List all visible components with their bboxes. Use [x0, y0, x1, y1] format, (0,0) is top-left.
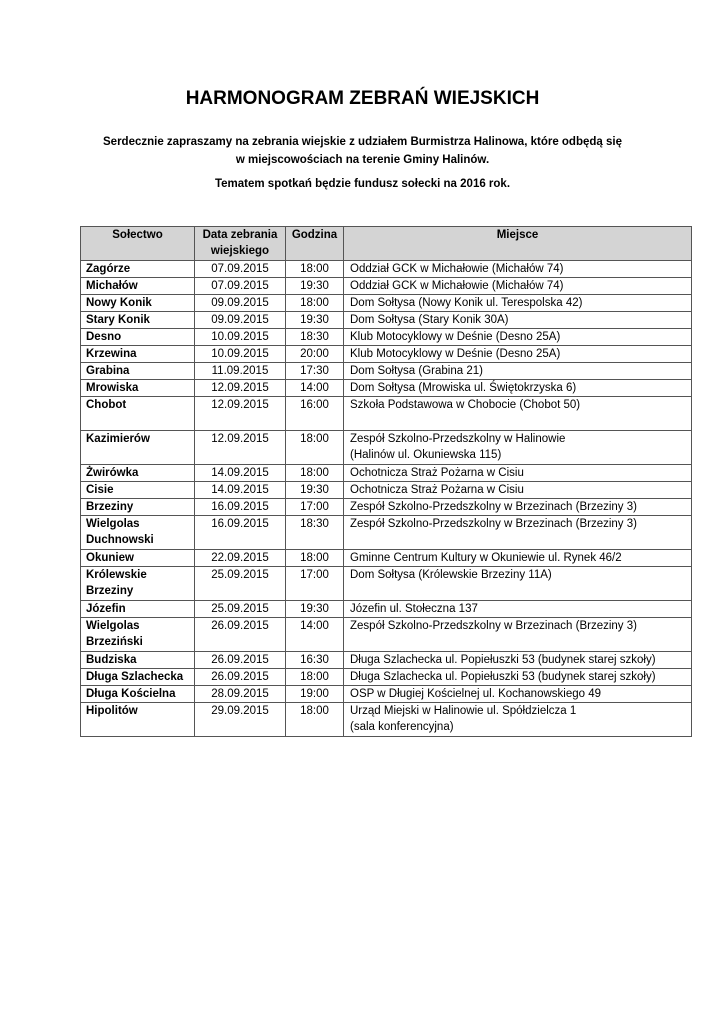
- table-row: [81, 397, 692, 431]
- cell-miejsce: [344, 380, 692, 397]
- cell-solectwo: [81, 397, 195, 431]
- cell-miejsce-line-1: Dom Sołtysa (Królewskie Brzeziny 11A): [350, 569, 552, 581]
- cell-godzina: [286, 346, 344, 363]
- cell-miejsce: [344, 482, 692, 499]
- cell-godzina: [286, 397, 344, 431]
- cell-godzina: [286, 652, 344, 669]
- cell-data: [195, 312, 286, 329]
- cell-solectwo: [81, 380, 195, 397]
- cell-solectwo-line-1: Wielgolas: [86, 620, 140, 632]
- cell-solectwo-line-1: Okuniew: [86, 552, 134, 564]
- cell-godzina-line-1: 18:30: [300, 331, 329, 343]
- cell-solectwo: [81, 482, 195, 499]
- cell-godzina-line-1: 14:00: [300, 382, 329, 394]
- cell-solectwo-line-1: Kazimierów: [86, 433, 150, 445]
- table-body: [81, 261, 692, 737]
- cell-data: [195, 261, 286, 278]
- cell-godzina-line-1: 19:30: [300, 314, 329, 326]
- cell-miejsce: [344, 567, 692, 601]
- page-title: HARMONOGRAM ZEBRAŃ WIEJSKICH: [185, 88, 540, 109]
- cell-godzina: [286, 567, 344, 601]
- cell-data-line-1: 14.09.2015: [211, 467, 269, 479]
- cell-miejsce-line-1: Długa Szlachecka ul. Popiełuszki 53 (budynek starej szkoły): [350, 654, 656, 666]
- cell-miejsce: [344, 550, 692, 567]
- cell-miejsce-line-1: Oddział GCK w Michałowie (Michałów 74): [350, 280, 564, 292]
- cell-solectwo: [81, 601, 195, 618]
- cell-data: [195, 278, 286, 295]
- cell-data: [195, 550, 286, 567]
- cell-miejsce: [344, 601, 692, 618]
- cell-data: [195, 380, 286, 397]
- cell-solectwo-line-2: Brzeziny: [86, 585, 134, 597]
- table-row: [81, 652, 692, 669]
- cell-godzina-line-1: 18:00: [300, 671, 329, 683]
- cell-solectwo: [81, 618, 195, 652]
- cell-godzina: [286, 482, 344, 499]
- cell-data: [195, 295, 286, 312]
- cell-data: [195, 618, 286, 652]
- cell-data-line-1: 07.09.2015: [211, 263, 269, 275]
- intro-line-1: Serdecznie zapraszamy na zebrania wiejskie z udziałem Burmistrza Halinowa, które odbędą się: [103, 136, 622, 148]
- cell-godzina: [286, 261, 344, 278]
- table-row: [81, 261, 692, 278]
- cell-miejsce-line-1: Zespół Szkolno-Przedszkolny w Brzezinach (Brzeziny 3): [350, 518, 637, 530]
- cell-data: [195, 397, 286, 431]
- cell-miejsce-line-1: Zespół Szkolno-Przedszkolny w Brzezinach (Brzeziny 3): [350, 501, 637, 513]
- cell-godzina: [286, 516, 344, 550]
- cell-solectwo-line-2: Brzeziński: [86, 636, 143, 648]
- table-row: [81, 550, 692, 567]
- table-row: [81, 516, 692, 550]
- cell-miejsce-line-1: Dom Sołtysa (Nowy Konik ul. Terespolska 42): [350, 297, 583, 309]
- cell-solectwo: [81, 465, 195, 482]
- cell-miejsce-line-1: Józefin ul. Stołeczna 137: [350, 603, 478, 615]
- cell-data-line-1: 26.09.2015: [211, 671, 269, 683]
- table-row: [81, 601, 692, 618]
- table-row: [81, 465, 692, 482]
- cell-miejsce-line-1: Dom Sołtysa (Mrowiska ul. Świętokrzyska 6): [350, 382, 577, 394]
- cell-solectwo-line-1: Żwirówka: [86, 467, 139, 479]
- cell-miejsce: [344, 312, 692, 329]
- table-row: [81, 567, 692, 601]
- cell-miejsce-line-1: Dom Sołtysa (Stary Konik 30A): [350, 314, 509, 326]
- header-solectwo: Sołectwo: [81, 227, 195, 261]
- cell-solectwo: [81, 363, 195, 380]
- cell-miejsce: [344, 346, 692, 363]
- cell-data-line-1: 16.09.2015: [211, 501, 269, 513]
- cell-solectwo: [81, 261, 195, 278]
- cell-godzina: [286, 312, 344, 329]
- cell-solectwo: [81, 550, 195, 567]
- cell-data-line-1: 16.09.2015: [211, 518, 269, 530]
- cell-data: [195, 669, 286, 686]
- cell-data-line-1: 28.09.2015: [211, 688, 269, 700]
- cell-data: [195, 431, 286, 465]
- cell-solectwo: [81, 278, 195, 295]
- cell-data-line-1: 26.09.2015: [211, 654, 269, 666]
- cell-solectwo-line-1: Cisie: [86, 484, 114, 496]
- cell-miejsce: [344, 652, 692, 669]
- cell-miejsce-line-1: Zespół Szkolno-Przedszkolny w Halinowie: [350, 433, 566, 445]
- table-row: [81, 329, 692, 346]
- header-miejsce: Miejsce: [344, 227, 692, 261]
- table-row: [81, 669, 692, 686]
- cell-miejsce: [344, 618, 692, 652]
- cell-solectwo: [81, 499, 195, 516]
- cell-miejsce: [344, 516, 692, 550]
- cell-godzina-line-1: 19:30: [300, 484, 329, 496]
- cell-data-line-1: 26.09.2015: [211, 620, 269, 632]
- cell-data-line-1: 29.09.2015: [211, 705, 269, 717]
- cell-godzina: [286, 686, 344, 703]
- cell-data-line-1: 10.09.2015: [211, 331, 269, 343]
- cell-godzina-line-1: 18:00: [300, 433, 329, 445]
- cell-solectwo: [81, 516, 195, 550]
- cell-miejsce: [344, 397, 692, 431]
- cell-solectwo-line-1: Stary Konik: [86, 314, 150, 326]
- cell-solectwo-line-1: Michałów: [86, 280, 138, 292]
- cell-godzina: [286, 295, 344, 312]
- table-row: [81, 618, 692, 652]
- cell-solectwo-line-2: Duchnowski: [86, 534, 154, 546]
- cell-solectwo-line-1: Królewskie: [86, 569, 147, 581]
- cell-godzina-line-1: 19:00: [300, 688, 329, 700]
- cell-miejsce-line-1: Gminne Centrum Kultury w Okuniewie ul. Rynek 46/2: [350, 552, 622, 564]
- cell-godzina: [286, 465, 344, 482]
- table-row: [81, 499, 692, 516]
- cell-godzina: [286, 601, 344, 618]
- header-godzina: Godzina: [286, 227, 344, 261]
- cell-solectwo-line-1: Brzeziny: [86, 501, 134, 513]
- cell-godzina: [286, 550, 344, 567]
- cell-data-line-1: 25.09.2015: [211, 569, 269, 581]
- cell-data: [195, 329, 286, 346]
- header-data-line-2: wiejskiego: [210, 245, 270, 257]
- cell-solectwo-line-1: Krzewina: [86, 348, 137, 360]
- cell-data: [195, 703, 286, 737]
- cell-data: [195, 482, 286, 499]
- cell-solectwo: [81, 703, 195, 737]
- cell-miejsce: [344, 669, 692, 686]
- cell-solectwo-line-1: Desno: [86, 331, 122, 343]
- table-row: [81, 312, 692, 329]
- cell-miejsce-line-1: Zespół Szkolno-Przedszkolny w Brzezinach (Brzeziny 3): [350, 620, 637, 632]
- cell-miejsce-line-1: Ochotnicza Straż Pożarna w Cisiu: [350, 467, 524, 479]
- table-row: [81, 278, 692, 295]
- cell-solectwo-line-1: Chobot: [86, 399, 127, 411]
- cell-miejsce-line-2: (Halinów ul. Okuniewska 115): [350, 449, 502, 461]
- cell-miejsce: [344, 431, 692, 465]
- cell-godzina-line-1: 19:30: [300, 603, 329, 615]
- cell-data-line-1: 10.09.2015: [211, 348, 269, 360]
- cell-data-line-1: 09.09.2015: [211, 297, 269, 309]
- table-row: [81, 380, 692, 397]
- cell-solectwo: [81, 567, 195, 601]
- cell-data: [195, 363, 286, 380]
- cell-godzina-line-1: 16:30: [300, 654, 329, 666]
- cell-godzina-line-1: 20:00: [300, 348, 329, 360]
- cell-solectwo-line-1: Zagórze: [86, 263, 131, 275]
- cell-godzina-line-1: 17:00: [300, 569, 329, 581]
- cell-miejsce-line-1: Dom Sołtysa (Grabina 21): [350, 365, 483, 377]
- header-data-line-1: Data zebrania: [202, 229, 278, 241]
- cell-solectwo-line-1: Józefin: [86, 603, 126, 615]
- cell-solectwo: [81, 431, 195, 465]
- cell-miejsce-line-1: OSP w Długiej Kościelnej ul. Kochanowskiego 49: [350, 688, 602, 700]
- cell-data-line-1: 22.09.2015: [211, 552, 269, 564]
- cell-godzina-line-1: 17:00: [300, 501, 329, 513]
- table-row: [81, 482, 692, 499]
- cell-solectwo-line-1: Grabina: [86, 365, 130, 377]
- cell-godzina: [286, 363, 344, 380]
- schedule-table: [80, 226, 692, 737]
- cell-solectwo-line-1: Długa Szlachecka: [86, 671, 184, 683]
- table-row: [81, 686, 692, 703]
- cell-solectwo-line-1: Długa Kościelna: [86, 688, 176, 700]
- cell-miejsce-line-1: Urząd Miejski w Halinowie ul. Spółdzielcza 1: [350, 705, 577, 717]
- cell-miejsce: [344, 261, 692, 278]
- cell-solectwo: [81, 329, 195, 346]
- cell-data: [195, 465, 286, 482]
- cell-godzina-line-1: 17:30: [300, 365, 329, 377]
- cell-godzina-line-1: 18:00: [300, 467, 329, 479]
- cell-miejsce-line-1: Szkoła Podstawowa w Chobocie (Chobot 50): [350, 399, 581, 411]
- intro-text: [0, 133, 725, 169]
- cell-miejsce-line-1: Klub Motocyklowy w Deśnie (Desno 25A): [350, 331, 561, 343]
- cell-solectwo-line-1: Nowy Konik: [86, 297, 152, 309]
- cell-solectwo-line-1: Wielgolas: [86, 518, 140, 530]
- cell-data: [195, 652, 286, 669]
- cell-godzina: [286, 499, 344, 516]
- cell-godzina-line-1: 18:00: [300, 297, 329, 309]
- cell-data: [195, 567, 286, 601]
- cell-miejsce: [344, 295, 692, 312]
- cell-godzina-line-1: 16:00: [300, 399, 329, 411]
- cell-godzina: [286, 703, 344, 737]
- cell-miejsce: [344, 499, 692, 516]
- cell-data: [195, 516, 286, 550]
- cell-data: [195, 601, 286, 618]
- topic-text: Tematem spotkań będzie fundusz sołecki na 2016 rok.: [214, 178, 511, 190]
- cell-solectwo: [81, 652, 195, 669]
- cell-data: [195, 686, 286, 703]
- cell-solectwo: [81, 669, 195, 686]
- table-row: [81, 295, 692, 312]
- table-header-row: [81, 227, 692, 261]
- cell-data-line-1: 25.09.2015: [211, 603, 269, 615]
- cell-godzina: [286, 329, 344, 346]
- cell-godzina-line-1: 18:00: [300, 705, 329, 717]
- cell-data-line-1: 07.09.2015: [211, 280, 269, 292]
- table-row: [81, 431, 692, 465]
- cell-miejsce-line-2: (sala konferencyjna): [350, 721, 454, 733]
- cell-godzina: [286, 278, 344, 295]
- cell-data-line-1: 14.09.2015: [211, 484, 269, 496]
- header-data: [195, 227, 286, 261]
- cell-data-line-1: 11.09.2015: [211, 365, 269, 377]
- cell-solectwo: [81, 346, 195, 363]
- cell-miejsce-line-1: Ochotnicza Straż Pożarna w Cisiu: [350, 484, 524, 496]
- cell-miejsce: [344, 329, 692, 346]
- cell-godzina-line-1: 14:00: [300, 620, 329, 632]
- cell-godzina: [286, 618, 344, 652]
- cell-data-line-1: 09.09.2015: [211, 314, 269, 326]
- cell-data-line-1: 12.09.2015: [211, 433, 269, 445]
- cell-miejsce: [344, 465, 692, 482]
- cell-data-line-1: 12.09.2015: [211, 399, 269, 411]
- table-row: [81, 703, 692, 737]
- cell-godzina-line-1: 18:00: [300, 263, 329, 275]
- cell-miejsce: [344, 278, 692, 295]
- cell-godzina: [286, 669, 344, 686]
- cell-data: [195, 346, 286, 363]
- cell-data-line-1: 12.09.2015: [211, 382, 269, 394]
- cell-solectwo: [81, 312, 195, 329]
- cell-solectwo: [81, 686, 195, 703]
- cell-solectwo-line-1: Budziska: [86, 654, 137, 666]
- cell-solectwo-line-1: Mrowiska: [86, 382, 139, 394]
- cell-miejsce-line-1: Oddział GCK w Michałowie (Michałów 74): [350, 263, 564, 275]
- table-row: [81, 363, 692, 380]
- cell-godzina-line-1: 18:00: [300, 552, 329, 564]
- cell-miejsce: [344, 703, 692, 737]
- cell-godzina-line-1: 19:30: [300, 280, 329, 292]
- cell-godzina: [286, 380, 344, 397]
- cell-solectwo-line-1: Hipolitów: [86, 705, 138, 717]
- cell-solectwo: [81, 295, 195, 312]
- cell-godzina-line-1: 18:30: [300, 518, 329, 530]
- cell-miejsce-line-1: Długa Szlachecka ul. Popiełuszki 53 (budynek starej szkoły): [350, 671, 656, 683]
- cell-data: [195, 499, 286, 516]
- cell-godzina: [286, 431, 344, 465]
- cell-miejsce: [344, 363, 692, 380]
- table-row: [81, 346, 692, 363]
- cell-miejsce: [344, 686, 692, 703]
- intro-line-2: w miejscowościach na terenie Gminy Halinów.: [235, 154, 490, 166]
- cell-miejsce-line-1: Klub Motocyklowy w Deśnie (Desno 25A): [350, 348, 561, 360]
